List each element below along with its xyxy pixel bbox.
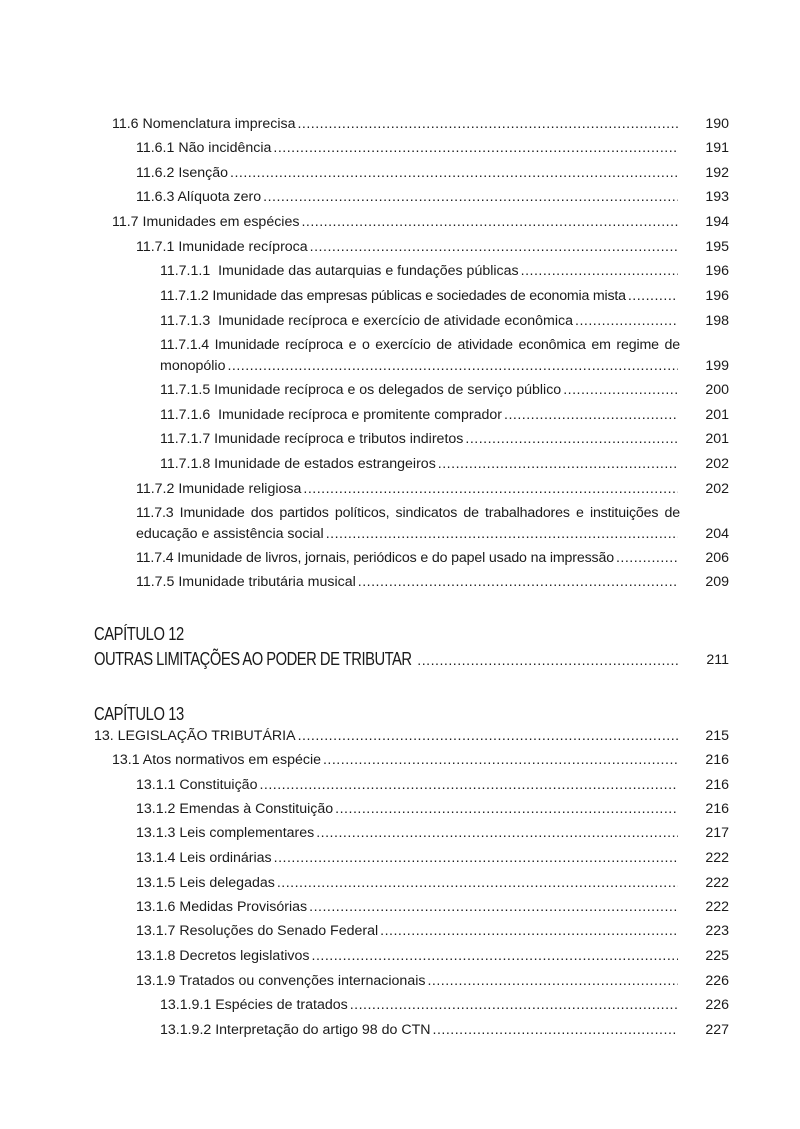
toc-page-number: 201: [705, 431, 729, 447]
toc-page-number: 194: [705, 214, 729, 230]
dot-leader: [628, 286, 678, 306]
dot-leader: [259, 775, 678, 795]
toc-entry[interactable]: [160, 405, 680, 425]
dot-leader: [230, 163, 678, 183]
toc-entry[interactable]: [136, 971, 680, 991]
toc-page-number: 202: [705, 481, 729, 497]
toc-page-number: 216: [705, 777, 729, 793]
toc-entry-label: 11.6 Nomenclatura imprecisa: [112, 116, 296, 132]
chapter-heading: CAPÍTULO 13: [94, 704, 184, 724]
toc-entry-continuation[interactable]: [136, 524, 680, 544]
toc-entry-multiline[interactable]: [136, 503, 680, 523]
dot-leader: [575, 311, 678, 331]
toc-entry-multiline[interactable]: [160, 335, 680, 355]
toc-entry-label-line1: 11.7.1.4 Imunidade recíproca e o exercício de atividade econômica em regime de: [160, 337, 680, 353]
toc-entry-label: 13.1.6 Medidas Provisórias: [136, 899, 308, 915]
toc-entry[interactable]: [136, 799, 680, 819]
chapter-heading: CAPÍTULO 12: [94, 624, 184, 644]
dot-leader: [263, 187, 678, 207]
toc-page-number: 190: [705, 116, 729, 132]
toc-page-number: 206: [705, 550, 729, 566]
toc-entry-label: 13.1.7 Resoluções do Senado Federal: [136, 923, 379, 939]
toc-page-number: 223: [705, 923, 729, 939]
toc-entry-label: 11.7.1.8 Imunidade de estados estrangeiros: [160, 456, 436, 472]
toc-entry-label: 11.7.1.5 Imunidade recíproca e os delegados de serviço público: [160, 382, 562, 398]
toc-entry-label: 11.6.3 Alíquota zero: [136, 189, 262, 205]
toc-entry-label: 13.1.3 Leis complementares: [136, 825, 315, 841]
toc-entry[interactable]: [136, 163, 680, 183]
toc-entry-label: 13.1.5 Leis delegadas: [136, 875, 275, 891]
toc-entry-label: 11.7 Imunidades em espécies: [112, 214, 300, 230]
toc-page-number: 216: [705, 752, 729, 768]
toc-page-number: 225: [705, 948, 729, 964]
toc-entry[interactable]: [160, 311, 680, 331]
toc-page-number: 200: [705, 382, 729, 398]
toc-entry[interactable]: [136, 946, 680, 966]
chapter-title-entry[interactable]: [94, 648, 680, 672]
toc-entry[interactable]: [136, 848, 680, 868]
dot-leader: [433, 1020, 678, 1040]
dot-leader: [316, 823, 678, 843]
toc-page-number: 201: [705, 407, 729, 423]
dot-leader: [438, 454, 678, 474]
toc-page-number: 204: [705, 526, 729, 542]
toc-entry[interactable]: [160, 380, 680, 400]
toc-page-number: 209: [705, 574, 729, 590]
toc-entry-label: 13.1 Atos normativos em espécie: [112, 752, 321, 768]
toc-page-number: 202: [705, 456, 729, 472]
dot-leader: [521, 261, 678, 281]
toc-entry[interactable]: [112, 114, 680, 134]
toc-page-number: 211: [706, 652, 729, 668]
toc-entry[interactable]: [136, 479, 680, 499]
toc-entry-label: 11.7.1.2 Imunidade das empresas públicas e sociedades de economia mista: [160, 288, 626, 304]
toc-entry[interactable]: [136, 873, 680, 893]
toc-entry-label: 13.1.9.2 Interpretação do artigo 98 do CTN: [160, 1022, 431, 1038]
toc-page-number: 227: [705, 1022, 729, 1038]
chapter-title: OUTRAS LIMITAÇÕES AO PODER DE TRIBUTAR: [94, 649, 412, 669]
dot-leader: [310, 237, 678, 257]
toc-entry[interactable]: [136, 823, 680, 843]
dot-leader: [297, 114, 678, 134]
toc-entry-continuation[interactable]: [160, 356, 680, 376]
toc-entry[interactable]: [112, 750, 680, 770]
toc-entry-label: 13.1.2 Emendas à Constituição: [136, 801, 334, 817]
toc-entry[interactable]: [136, 548, 680, 568]
toc-entry-label: 11.7.5 Imunidade tributária musical: [136, 574, 356, 590]
toc-entry-label: 13.1.8 Decretos legislativos: [136, 948, 310, 964]
toc-entry[interactable]: [160, 1020, 680, 1040]
toc-entry[interactable]: [136, 572, 680, 592]
toc-entry-label: 11.7.2 Imunidade religiosa: [136, 481, 302, 497]
toc-entry-label-line2: educação e assistência social: [136, 526, 324, 542]
dot-leader: [616, 548, 678, 568]
dot-leader: [326, 524, 678, 544]
toc-page-number: 195: [705, 239, 729, 255]
toc-page-number: 196: [705, 288, 729, 304]
toc-entry-label: 11.6.2 Isenção: [136, 165, 229, 181]
toc-page-number: 216: [705, 801, 729, 817]
toc-page-number: 192: [705, 165, 729, 181]
toc-entry-label: 13.1.9.1 Espécies de tratados: [160, 997, 348, 1013]
toc-entry[interactable]: [160, 261, 680, 281]
toc-entry-label: 13.1.1 Constituição: [136, 777, 258, 793]
dot-leader: [335, 799, 678, 819]
dot-leader: [298, 726, 678, 746]
toc-entry[interactable]: [136, 237, 680, 257]
toc-page-number: 226: [705, 973, 729, 989]
toc-entry[interactable]: [94, 726, 680, 746]
toc-entry-label: 13.1.4 Leis ordinárias: [136, 850, 272, 866]
toc-entry-label: 13. LEGISLAÇÃO TRIBUTÁRIA: [94, 728, 296, 744]
dot-leader: [358, 572, 678, 592]
dot-leader: [350, 995, 678, 1015]
toc-page-number: 222: [705, 899, 729, 915]
dot-leader: [380, 921, 678, 941]
toc-entry-label: 11.7.1.6 Imunidade recíproca e promitente comprador: [160, 407, 503, 423]
toc-entry[interactable]: [160, 286, 680, 306]
dot-leader: [277, 873, 678, 893]
toc-entry-label: 11.7.1.3 Imunidade recíproca e exercício de atividade econômica: [160, 313, 573, 329]
toc-page-number: 196: [705, 263, 729, 279]
toc-page-number: 217: [705, 825, 729, 841]
toc-page-number: 193: [705, 189, 729, 205]
toc-entry-label-line1: 11.7.3 Imunidade dos partidos políticos, sindicatos de trabalhadores e instituições de: [136, 505, 680, 521]
dot-leader: [227, 356, 678, 376]
dot-leader: [309, 897, 678, 917]
dot-leader: [312, 946, 679, 966]
toc-entry[interactable]: [136, 187, 680, 207]
toc-entry[interactable]: [136, 897, 680, 917]
dot-leader: [301, 212, 678, 232]
toc-entry[interactable]: [136, 138, 680, 158]
dot-leader: [417, 650, 678, 672]
toc-entry[interactable]: [112, 212, 680, 232]
dot-leader: [274, 848, 678, 868]
dot-leader: [465, 429, 678, 449]
dot-leader: [563, 380, 678, 400]
toc-page-number: 222: [705, 850, 729, 866]
dot-leader: [504, 405, 678, 425]
dot-leader: [323, 750, 678, 770]
toc-page-number: 191: [705, 140, 729, 156]
dot-leader: [273, 138, 678, 158]
dot-leader: [427, 971, 678, 991]
dot-leader: [303, 479, 678, 499]
toc-entry-label: 11.7.1.7 Imunidade recíproca e tributos indiretos: [160, 431, 464, 447]
toc-page-number: 215: [705, 728, 729, 744]
toc-entry-label-line2: monopólio: [160, 358, 226, 374]
toc-entry-label: 11.7.1 Imunidade recíproca: [136, 239, 308, 255]
toc-page-number: 226: [705, 997, 729, 1013]
toc-page-number: 222: [705, 875, 729, 891]
toc-entry[interactable]: [136, 775, 680, 795]
toc-page-number: 198: [705, 313, 729, 329]
toc-entry[interactable]: [136, 921, 680, 941]
toc-entry[interactable]: [160, 429, 680, 449]
toc-entry-label: 11.7.4 Imunidade de livros, jornais, periódicos e do papel usado na impressão: [136, 550, 614, 566]
toc-entry-label: 13.1.9 Tratados ou convenções internacionais: [136, 973, 426, 989]
toc-entry[interactable]: [160, 454, 680, 474]
toc-entry-label: 11.6.1 Não incidência: [136, 140, 272, 156]
toc-page-number: 199: [705, 358, 729, 374]
toc-entry-label: 11.7.1.1 Imunidade das autarquias e fundações públicas: [160, 263, 519, 279]
toc-entry[interactable]: [160, 995, 680, 1015]
